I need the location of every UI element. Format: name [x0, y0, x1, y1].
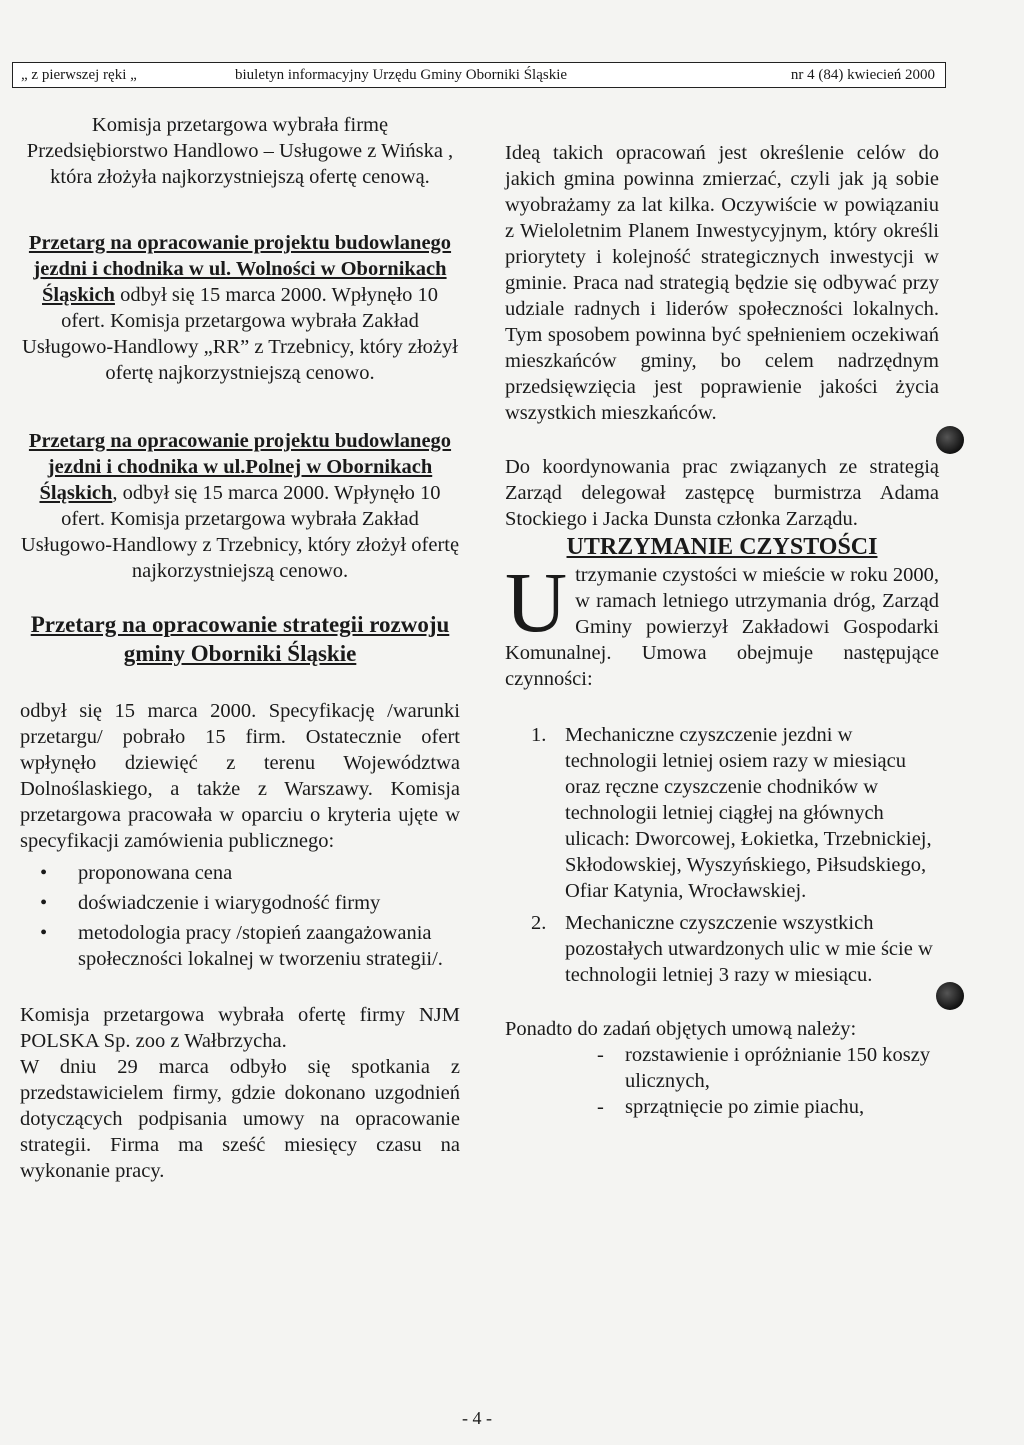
drop-cap: U — [505, 554, 568, 650]
tender2-text: , odbył się 15 marca 2000. Wpłynęło 10 ofert. Komisja przetargowa wybrała Zakład Usługowo-Handlowy z Trzebnicy, który złożył ofertę najkorzystniejszą cenowo. — [20, 482, 460, 582]
dash-marker: - — [597, 1096, 604, 1118]
header-issue: nr 4 (84) kwiecień 2000 — [790, 67, 935, 83]
idea-paragraph: Ideą takich opracowań jest określenie celów do jakich gmina powinna zmierzać, czyli jak ją sobie wyobrażamy za lat kilka. Oczywiście w powiązaniu z Wieloletnim Planem Inwestycyjnym, który określi priorytety i kolejność strategicznych inwestycji w gminie. Praca nad strategią będzie się odbywać przy udziale radnych i liderów społeczności lokalnych. Tym sposobem powinna być spełnieniem oczekiwań mieszkańców gminy, bo celem nadrzędnym przedsięwzięcia jest poprawienie jakości życia wszystkich mieszkańców. — [505, 142, 939, 424]
additional-intro: Ponadto do zadań objętych umową należy: — [505, 1018, 857, 1040]
task-text: Mechaniczne czyszczenie wszystkich pozostałych utwardzonych ulic w mie ście w technologii letniej 3 razy w miesiącu. — [565, 912, 933, 986]
list-item — [531, 910, 939, 988]
result-paragraph: Komisja przetargowa wybrała ofertę firmy NJM POLSKA Sp. zoo z Wałbrzycha. — [20, 1004, 460, 1052]
page-number: - 4 - — [462, 1408, 492, 1428]
tasks-list — [505, 722, 939, 988]
coordination-paragraph: Do koordynowania prac związanych ze strategią Zarząd delegował zastępcę burmistrza Adama Stockiego i Jacka Dunsta członka Zarządu. — [505, 456, 939, 530]
list-item: • doświadczenie i wiarygodność firmy — [78, 890, 460, 916]
intro-paragraph: Komisja przetargowa wybrała firmę Przedsiębiorstwo Handlowo – Usługowe z Wińska , która złożyła najkorzystniejszą ofertę cenową. — [26, 114, 454, 188]
header-section-title: „ z pierwszej ręki „ — [21, 67, 137, 83]
additional-list — [505, 1042, 939, 1120]
right-column — [505, 140, 939, 1120]
task-text: Mechaniczne czyszczenie jezdni w technologii letniej osiem razy w miesiącu oraz ręczne czyszczenie chodników w technologii letniej ciągłej na głównych ulicach: Dworcowej, Łokietka, Trzebnickiej, Skłodowskiej, Wyszyńskiego, Piłsudskiego, Ofiar Katynia, Wrocławskiej. — [565, 724, 932, 902]
tender2-paragraph — [20, 428, 460, 584]
list-item: • metodologia pracy /stopień zaangażowania społeczności lokalnej w tworzeniu strategii/. — [78, 920, 460, 972]
section-title: UTRZYMANIE CZYSTOŚCI — [566, 534, 878, 560]
list-item — [531, 722, 939, 904]
task-number: 1. — [531, 724, 547, 746]
additional-text: sprzątnięcie po zimie piachu, — [625, 1096, 865, 1118]
additional-text: rozstawienie i opróżnianie 150 koszy ulicznych, — [625, 1044, 931, 1092]
left-column — [20, 112, 460, 1184]
list-item — [597, 1042, 939, 1094]
list-item — [597, 1094, 939, 1120]
strategy-heading: Przetarg na opracowanie strategii rozwoju gminy Oborniki Śląskie — [30, 612, 450, 666]
list-item: • proponowana cena — [78, 860, 460, 886]
dash-marker: - — [597, 1044, 604, 1066]
page-header — [12, 62, 946, 88]
punch-hole-icon — [936, 982, 964, 1010]
cleaning-intro — [505, 554, 939, 692]
punch-hole-icon — [936, 426, 964, 454]
tender1-paragraph — [20, 230, 460, 386]
criteria-list — [20, 860, 460, 972]
tender1-heading: Przetarg na opracowanie projektu budowlanego jezdni i chodnika w ul. Wolności w Obornikach Śląskich — [28, 232, 452, 306]
strategy-paragraph: odbył się 15 marca 2000. Specyfikację /warunki przetargu/ pobrało 15 firm. Ostatecznie ofert wpłynęło dziewięć z terenu Województwa Dolnoślaskiego, a także z Warszawy. Komisja przetargowa pracowała w oparciu o kryteria ujęte w specyfikacji zamówienia publicznego: — [20, 700, 460, 852]
task-number: 2. — [531, 912, 547, 934]
tender1-text: odbył się 15 marca 2000. Wpłynęło 10 ofert. Komisja przetargowa wybrała Zakład Usługowo-Handlowy „RR” z Trzebnicy, który złożył ofertę najkorzystniejszą cenowo. — [22, 284, 458, 384]
header-bulletin-title: biuletyn informacyjny Urzędu Gminy Oborniki Śląskie — [235, 67, 568, 83]
cleaning-intro-text: trzymanie czystości w mieście w roku 2000, w ramach letniego utrzymania dróg, Zarząd Gminy powierzył Zakładowi Gospodarki Komunalnej. Umowa obejmuje następujące czynności: — [505, 564, 939, 690]
meeting-paragraph: W dniu 29 marca odbyło się spotkania z przedstawicielem firmy, gdzie dokonano uzgodnień dotyczących podpisania umowy na opracowanie strategii. Firma ma sześć miesięcy czasu na wykonanie pracy. — [20, 1056, 460, 1182]
tender2-heading: Przetarg na opracowanie projektu budowlanego jezdni i chodnika w ul.Polnej w Obornikach Śląskich — [28, 430, 452, 504]
